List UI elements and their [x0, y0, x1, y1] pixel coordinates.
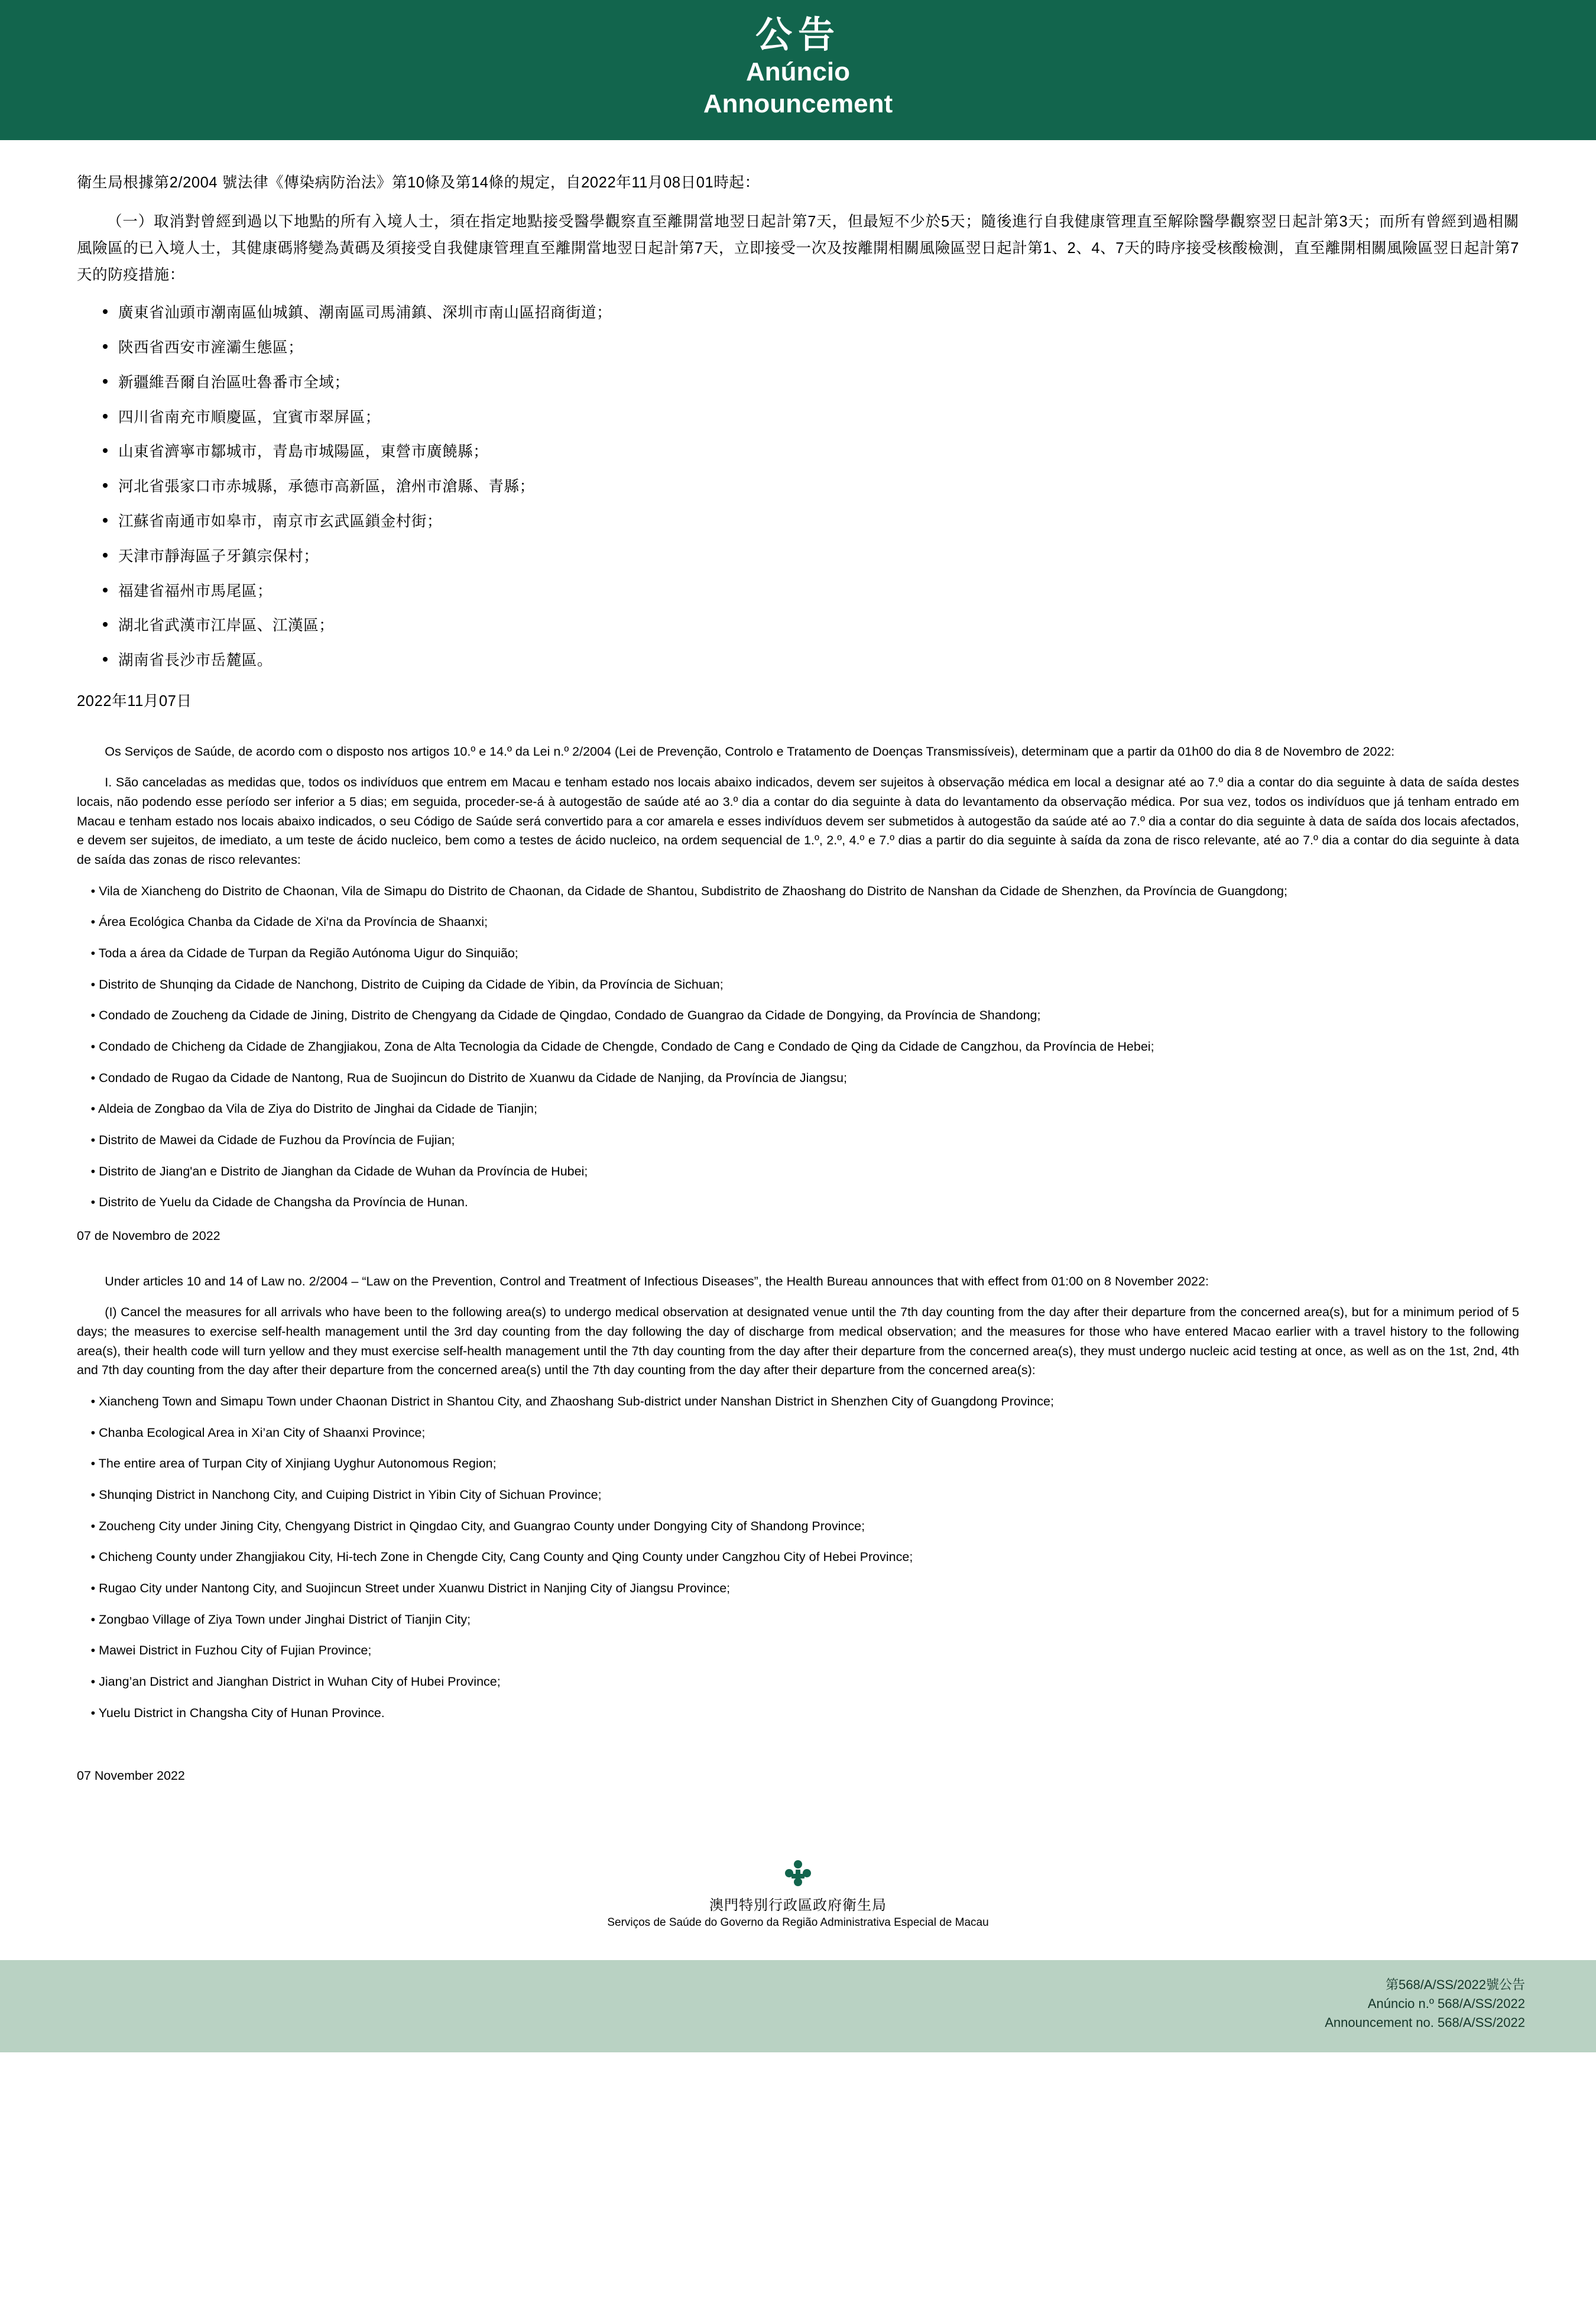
list-item: • The entire area of Turpan City of Xinjiang Uyghur Autonomous Region; [90, 1456, 497, 1471]
list-item: 新疆維吾爾自治區吐魯番市全域； [98, 371, 1519, 395]
chinese-area-list [77, 301, 1519, 673]
list-item: • Jiang’an District and Jianghan District in Wuhan City of Hubei Province; [90, 1675, 501, 1689]
list-item: • Distrito de Jiang'an e Distrito de Jianghan da Cidade de Wuhan da Província de Hubei; [90, 1164, 588, 1178]
english-date: 07 November 2022 [77, 1769, 185, 1783]
list-item: 湖南省長沙市岳麓區。 [98, 649, 1519, 673]
list-item: • Aldeia de Zongbao da Vila de Ziya do Distrito de Jinghai da Cidade de Tianjin; [90, 1102, 537, 1116]
list-item: 陝西省西安市滻灞生態區； [98, 336, 1519, 360]
english-intro: Under articles 10 and 14 of Law no. 2/2004 – “Law on the Prevention, Control and Treatment of Infectious Diseases”, the Health Bureau announces that with effect from 01:00 on 8 November 2022: [105, 1274, 1209, 1288]
list-item: 湖北省武漢市江岸區、江漢區； [98, 614, 1519, 638]
reference-number-pt: Anúncio n.º 568/A/SS/2022 [1367, 1996, 1525, 2011]
list-item: • Área Ecológica Chanba da Cidade de Xi'na da Província de Shaanxi; [90, 915, 488, 929]
list-item: • Condado de Rugao da Cidade de Nantong, Rua de Suojincun do Distrito de Xuanwu da Cidade de Nanjing, da Província de Jiangsu; [90, 1070, 847, 1085]
page-content [0, 140, 1596, 1786]
list-item: • Shunqing District in Nanchong City, and Cuiping District in Yibin City of Sichuan Province; [90, 1488, 602, 1502]
portuguese-intro: Os Serviços de Saúde, de acordo com o disposto nos artigos 10.º e 14.º da Lei n.º 2/2004 (Lei de Prevenção, Controlo e Tratamento de Doenças Transmissíveis), determinam que a partir da 01h00 do dia 8 de Novembro de 2022: [105, 744, 1395, 759]
list-item: • Xiancheng Town and Simapu Town under Chaonan District in Shantou City, and Zhaoshang Sub-district under Nanshan District in Shenzhen City of Guangdong Province; [90, 1394, 1054, 1409]
chinese-date: 2022年11月07日 [77, 692, 192, 710]
list-item: • Mawei District in Fuzhou City of Fujian Province; [90, 1643, 372, 1658]
list-item: • Yuelu District in Changsha City of Hunan Province. [90, 1705, 385, 1720]
portuguese-paragraph: I. São canceladas as medidas que, todos os indivíduos que entrem em Macau e tenham estado nos locais abaixo indicados, devem ser sujeitos à observação médica em local a designar até ao 7.º dia a contar do dia seguinte à data de saída destes locais, não podendo esse período ser inferior a 5 dias; em seguida, proceder-se-á à autogestão de saúde até ao 3.º dia a contar do dia seguinte à data do levantamento da observação médica. Por sua vez, todos os indivíduos que já tenham entrado em Macau e tenham estado nos locais abaixo indicados, o seu Código de Saúde será convertido para a cor amarela e esses indivíduos devem ser submetidos à autogestão da saúde até ao 7.º dia a contar do dia seguinte à data de saída dos locais afectados, e devem ser sujeitos, de imediato, a um teste de ácido nucleico, bem como a testes de ácido nucleico, na ordem sequencial de 1.º, 2.º, 4.º e 7.º dias a partir do dia seguinte à saída da zona de risco relevante, até ao 7.º dia a contar do dia seguinte à data de saída das zonas de risco relevantes: [77, 775, 1519, 867]
header-title-pt: Anúncio [746, 57, 850, 87]
header-title-en: Announcement [703, 89, 893, 118]
footer-org-zh: 澳門特別行政區政府衛生局 [709, 1897, 887, 1914]
list-item: • Toda a área da Cidade de Turpan da Região Autónoma Uigur do Sinquião; [90, 945, 518, 960]
health-bureau-logo-icon [781, 1857, 815, 1890]
list-item: • Condado de Chicheng da Cidade de Zhangjiakou, Zona de Alta Tecnologia da Cidade de Chengde, Condado de Cang e Condado de Qing da Cidade de Cangzhou, da Província de Hebei; [90, 1039, 1154, 1054]
portuguese-date: 07 de Novembro de 2022 [77, 1229, 220, 1243]
list-item: • Vila de Xiancheng do Distrito de Chaonan, Vila de Simapu do Distrito de Chaonan, da Cidade de Shantou, Subdistrito de Zhaoshang do Distrito de Nanshan da Cidade de Shenzhen, da Província de Guangdong; [90, 883, 1287, 898]
section-chinese [77, 170, 1519, 715]
list-item: 江蘇省南通市如皋市，南京市玄武區鎖金村街； [98, 510, 1519, 534]
reference-number-zh: 第568/A/SS/2022號公告 [1385, 1977, 1525, 1993]
footer-reference-band [0, 1960, 1596, 2052]
list-item: • Zoucheng City under Jining City, Chengyang District in Qingdao City, and Guangrao County under Dongying City of Shandong Province; [90, 1518, 865, 1533]
list-item: • Distrito de Yuelu da Cidade de Changsha da Província de Hunan. [90, 1195, 468, 1210]
chinese-intro: 衛生局根據第2/2004 號法律《傳染病防治法》第10條及第14條的規定，自2022年11月08日01時起： [77, 174, 760, 191]
section-portuguese [77, 742, 1519, 1246]
list-item: • Zongbao Village of Ziya Town under Jinghai District of Tianjin City; [90, 1612, 471, 1627]
reference-number-en: Announcement no. 568/A/SS/2022 [1325, 2014, 1525, 2030]
list-item: 山東省濟寧市鄒城市，青島市城陽區，東營市廣饒縣； [98, 440, 1519, 464]
list-item: • Condado de Zoucheng da Cidade de Jining, Distrito de Chengyang da Cidade de Qingdao, Condado de Guangrao da Cidade de Dongying, da Província de Shandong; [90, 1008, 1041, 1023]
page-footer [0, 1857, 1596, 1944]
header-title-zh: 公告 [755, 15, 841, 56]
list-item: • Distrito de Mawei da Cidade de Fuzhou da Província de Fujian; [90, 1132, 455, 1147]
list-item: 河北省張家口市赤城縣，承德市高新區，滄州市滄縣、青縣； [98, 475, 1519, 499]
section-english [77, 1272, 1519, 1786]
page-header [0, 0, 1596, 140]
list-item: • Chanba Ecological Area in Xi’an City of Shaanxi Province; [90, 1425, 426, 1440]
list-item: 四川省南充市順慶區，宜賓市翠屏區； [98, 406, 1519, 430]
list-item: • Distrito de Shunqing da Cidade de Nanchong, Distrito de Cuiping da Cidade de Yibin, da Província de Sichuan; [90, 977, 724, 992]
footer-org-pt: Serviços de Saúde do Governo da Região Administrativa Especial de Macau [607, 1916, 989, 1929]
english-paragraph: (I) Cancel the measures for all arrivals who have been to the following area(s) to undergo medical observation at designated venue until the 7th day counting from the day after their departure from the concerned area(s), but for a minimum period of 5 days; the measures to exercise self-health management until the 3rd day counting from the day following the day of discharge from medical observation; and the measures for those who have entered Macao earlier with a travel history to the following area(s), their health code will turn yellow and they must exercise self-health management until the 7th day counting from the day after their departure from the concerned area(s), they must undergo nucleic acid testing at once, as well as on the 1st, 2nd, 4th and 7th day counting from the day after their departure from the concerned area(s) until the 7th day counting from the day after their departure from the concerned area(s): [77, 1305, 1519, 1378]
list-item: 廣東省汕頭市潮南區仙城鎮、潮南區司馬浦鎮、深圳市南山區招商街道； [98, 301, 1519, 325]
list-item: 天津市靜海區子牙鎮宗保村； [98, 545, 1519, 569]
list-item: • Rugao City under Nantong City, and Suojincun Street under Xuanwu District in Nanjing City of Jiangsu Province; [90, 1581, 731, 1596]
chinese-paragraph: （一）取消對曾經到過以下地點的所有入境人士，須在指定地點接受醫學觀察直至離開當地翌日起計第7天，但最短不少於5天；隨後進行自我健康管理直至解除醫學觀察翌日起計第3天；而所有曾經到過相關風險區的已入境人士，其健康碼將變為黃碼及須接受自我健康管理直至離開當地翌日起計第7天，立即接受一次及按離開相關風險區翌日起計第1、2、4、7天的時序接受核酸檢測，直至離開相關風險區翌日起計第7天的防疫措施： [77, 213, 1519, 283]
list-item: • Chicheng County under Zhangjiakou City, Hi-tech Zone in Chengde City, Cang County and Qing County under Cangzhou City of Hebei Province; [90, 1550, 913, 1565]
list-item: 福建省福州市馬尾區； [98, 579, 1519, 604]
